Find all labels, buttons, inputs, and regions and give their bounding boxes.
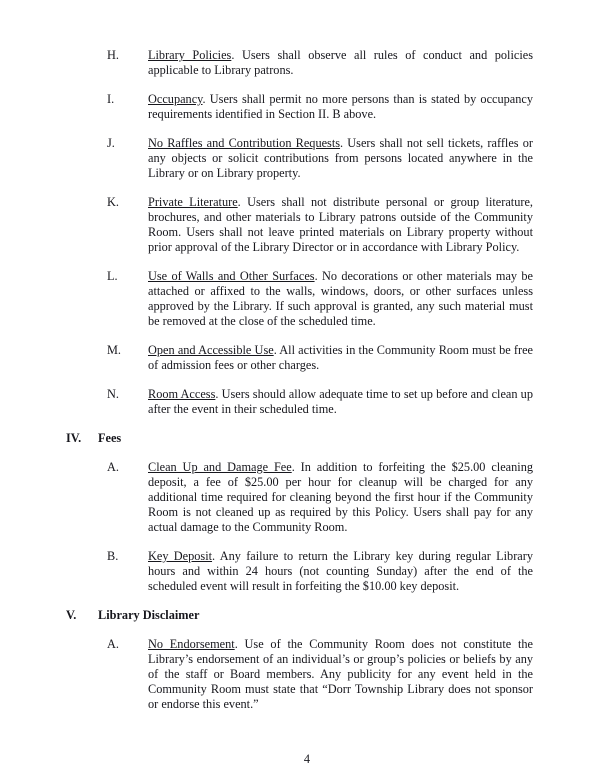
item-body: . All activities in the Community Room must be free of admission fees or other charges. <box>148 343 533 372</box>
item-heading: Use of Walls and Other Surfaces <box>148 269 315 283</box>
section-numeral: V. <box>66 608 77 622</box>
list-item-i <box>66 92 533 122</box>
section-numeral: IV. <box>66 431 82 445</box>
item-body: . Users shall observe all rules of conduct and policies applicable to Library patrons. <box>148 48 533 77</box>
item-text <box>148 343 533 373</box>
item-letter: M. <box>107 343 122 357</box>
list-item-disclaimer-a <box>66 637 533 712</box>
item-body: . In addition to forfeiting the $25.00 cleaning deposit, a fee of $25.00 per hour for cleanup will be charged for any additional time required for cleaning beyond the first hour if the Community Room is not cleaned up as required by this Policy. Users shall pay for any actual damage to the Community Room. <box>148 460 533 534</box>
item-letter: H. <box>107 48 119 62</box>
list-item-fees-a <box>66 460 533 535</box>
item-letter: L. <box>107 269 118 283</box>
list-item-k <box>66 195 533 255</box>
list-item-m <box>66 343 533 373</box>
section-title: Fees <box>98 431 122 445</box>
item-text <box>148 92 533 122</box>
section-title: Library Disclaimer <box>98 608 200 622</box>
item-heading: Open and Accessible Use <box>148 343 274 357</box>
item-body: . Users shall permit no more persons than is stated by occupancy requirements identified in Section II. B above. <box>148 92 533 121</box>
item-letter: I. <box>107 92 115 106</box>
item-heading: Clean Up and Damage Fee <box>148 460 292 474</box>
list-item-n <box>66 387 533 417</box>
item-body: . Users shall not sell tickets, raffles or any objects or solicit contributions from persons located anywhere in the Library or on Library property. <box>148 136 533 180</box>
item-text <box>148 48 533 78</box>
item-heading: Key Deposit <box>148 549 213 563</box>
item-text <box>148 195 533 255</box>
item-letter: A. <box>107 637 119 651</box>
item-text <box>148 387 533 417</box>
section-heading-fees <box>66 431 533 446</box>
item-heading: Private Literature <box>148 195 238 209</box>
item-text <box>148 136 533 181</box>
item-text <box>148 549 533 594</box>
item-text <box>148 637 533 712</box>
page-number: 4 <box>303 752 311 766</box>
item-text <box>148 460 533 535</box>
list-item-j <box>66 136 533 181</box>
section-heading-disclaimer <box>66 608 533 623</box>
item-letter: K. <box>107 195 119 209</box>
item-body: . Users shall not distribute personal or group literature, brochures, and other materials to Library patrons outside of the Community Room. Users shall not leave printed materials on Library property without prior approval of the Library Director or in accordance with Library Policy. <box>148 195 533 254</box>
item-heading: No Raffles and Contribution Requests <box>148 136 341 150</box>
list-item-h <box>66 48 533 78</box>
item-body: . Users should allow adequate time to set up before and clean up after the event in their scheduled time. <box>148 387 533 416</box>
item-letter: B. <box>107 549 119 563</box>
item-heading: Occupancy <box>148 92 203 106</box>
list-item-l <box>66 269 533 329</box>
item-heading: Room Access <box>148 387 216 401</box>
item-body: . Any failure to return the Library key during regular Library hours and within 24 hours (not counting Sunday) after the end of the scheduled event will result in forfeiting the $10.00 key deposit. <box>148 549 533 593</box>
item-letter: A. <box>107 460 119 474</box>
page-content <box>66 48 533 726</box>
item-heading: Library Policies <box>148 48 232 62</box>
item-text <box>148 269 533 329</box>
item-heading: No Endorsement <box>148 637 235 651</box>
item-letter: N. <box>107 387 119 401</box>
item-body: . Use of the Community Room does not constitute the Library’s endorsement of an individual’s or group’s policies or beliefs by any of the staff or Board members. Any publicity for any event held in the Community Room must state that “Dorr Township Library does not sponsor or endorse this event.” <box>148 637 533 711</box>
item-body: . No decorations or other materials may be attached or affixed to the walls, windows, doors, or other surfaces unless approved by the Library. If such approval is granted, any such material must be removed at the close of the scheduled time. <box>148 269 533 328</box>
list-item-fees-b <box>66 549 533 594</box>
item-letter: J. <box>107 136 115 150</box>
